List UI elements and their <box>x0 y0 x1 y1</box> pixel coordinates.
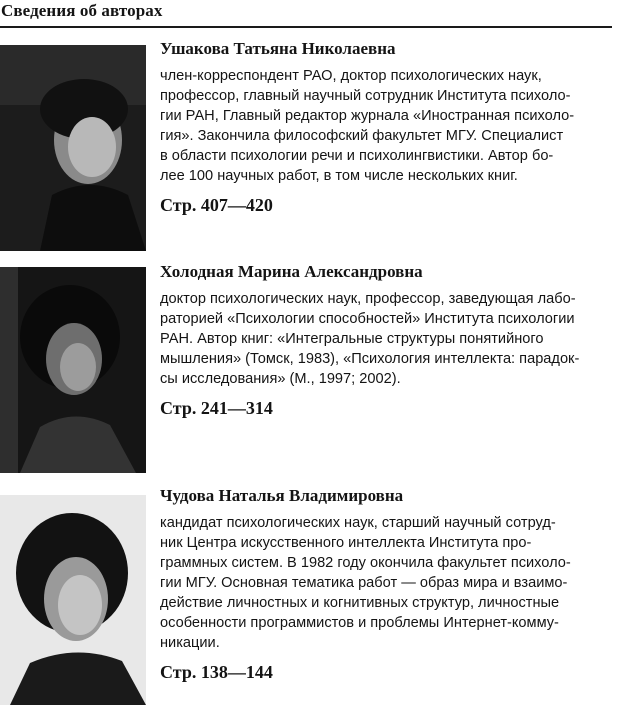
author-photo <box>0 45 146 251</box>
author-name: Чудова Наталья Владимировна <box>160 486 404 505</box>
bio-line: гии РАН, Главный редактор журнала «Иностранная психоло- <box>160 108 575 124</box>
author-info <box>160 261 616 419</box>
section-header <box>0 0 612 28</box>
bio-line: мышления» (Томск, 1983), «Психология интеллекта: парадок- <box>160 351 580 367</box>
page-range: Стр. 241—314 <box>160 398 273 418</box>
bio-line: лее 100 научных работ, в том числе нескольких книг. <box>160 168 518 184</box>
author-bio <box>160 513 616 653</box>
bio-line: ник Центра искусственного интеллекта Института про- <box>160 535 532 551</box>
bio-line: граммных систем. В 1982 году окончила факультет психоло- <box>160 555 571 571</box>
author-info <box>160 485 616 683</box>
author-bio <box>160 289 616 389</box>
page-range: Стр. 138—144 <box>160 662 273 682</box>
page-range: Стр. 407—420 <box>160 195 273 215</box>
bio-line: доктор психологических наук, профессор, заведующая лабо- <box>160 291 576 307</box>
bio-line: особенности программистов и проблемы Интернет-комму- <box>160 615 559 631</box>
bio-line: кандидат психологических наук, старший научный сотруд- <box>160 515 556 531</box>
author-photo <box>0 495 146 705</box>
bio-line: гия». Закончила философский факультет МГУ. Специалист <box>160 128 564 144</box>
bio-line: РАН. Автор книг: «Интегральные структуры понятийного <box>160 331 544 347</box>
section-title: Сведения об авторах <box>1 1 163 20</box>
bio-line: в области психологии речи и психолингвистики. Автор бо- <box>160 148 554 164</box>
author-bio <box>160 66 616 186</box>
bio-line: действие личностных и когнитивных структур, личностные <box>160 595 560 611</box>
author-photo <box>0 267 146 473</box>
bio-line: член-корреспондент РАО, доктор психологических наук, <box>160 68 542 84</box>
author-name: Ушакова Татьяна Николаевна <box>160 39 396 58</box>
bio-line: сы исследования» (М., 1997; 2002). <box>160 371 401 387</box>
bio-line: раторией «Психологии способностей» Института психологии <box>160 311 575 327</box>
author-info <box>160 38 616 216</box>
bio-line: профессор, главный научный сотрудник Института психоло- <box>160 88 571 104</box>
bio-line: никации. <box>160 635 220 651</box>
bio-line: гии МГУ. Основная тематика работ — образ мира и взаимо- <box>160 575 568 591</box>
author-name: Холодная Марина Александровна <box>160 262 423 281</box>
